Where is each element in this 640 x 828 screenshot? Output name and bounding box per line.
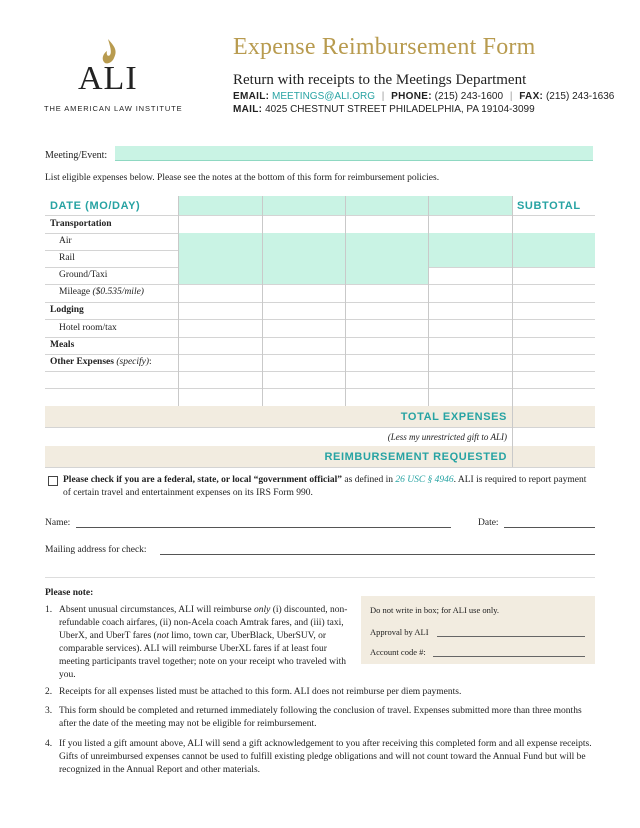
ali-use-only-box (361, 596, 595, 664)
meals-cell[interactable] (428, 337, 512, 354)
table-row (45, 233, 595, 251)
phone-label: PHONE: (391, 91, 432, 102)
table-row (45, 337, 595, 355)
table-row (45, 354, 595, 372)
other-subtotal[interactable] (512, 371, 595, 388)
mail-label: MAIL: (233, 104, 263, 115)
table-row (45, 284, 595, 303)
other-cell[interactable] (428, 371, 512, 388)
meals-cell[interactable] (262, 337, 345, 354)
phone-number: (215) 243-1600 (434, 91, 504, 102)
table-row (45, 250, 595, 268)
meals-subtotal[interactable] (512, 337, 595, 354)
ground-cell[interactable] (428, 267, 512, 284)
contact-line: EMAIL: MEETINGS@ALI.ORG | PHONE: (215) 243-1600 | FAX: (215) 243-1636 (233, 91, 615, 102)
date-cell[interactable] (345, 196, 428, 215)
rail-cell[interactable] (428, 250, 512, 267)
other-cell[interactable] (345, 388, 428, 406)
approval-label: Approval by ALI (370, 627, 429, 637)
rail-cell[interactable] (178, 250, 262, 267)
row-label-hotel: Hotel room/tax (59, 323, 117, 333)
other-specify: (specify) (116, 357, 150, 367)
form-title: Expense Reimbursement Form (233, 34, 536, 60)
ground-cell[interactable] (345, 267, 428, 284)
air-cell[interactable] (345, 233, 428, 250)
other-cell[interactable] (428, 388, 512, 406)
name-field[interactable] (76, 527, 451, 528)
hotel-cell[interactable] (345, 319, 428, 337)
email-link[interactable]: MEETINGS@ALI.ORG (272, 91, 375, 102)
mail-address: 4025 CHESTNUT STREET PHILADELPHIA, PA 19104-3099 (265, 104, 535, 115)
rail-subtotal[interactable] (512, 250, 595, 267)
air-cell[interactable] (262, 233, 345, 250)
mileage-cell[interactable] (262, 284, 345, 302)
email-label: EMAIL: (233, 91, 270, 102)
other-cell[interactable] (262, 388, 345, 406)
fax-number: (215) 243-1636 (545, 91, 615, 102)
logo-mark: ALI (78, 60, 138, 97)
total-expenses-row (45, 406, 595, 428)
hotel-cell[interactable] (178, 319, 262, 337)
note-3: 3. This form should be completed and returned immediately following the conclusion of travel. Expenses submitted more than three months after the date of the meeting may not be eligible for reimbursement. (45, 706, 582, 729)
instructions-text: List eligible expenses below. Please see the notes at the bottom of this form for reimbursement policies. (45, 173, 440, 183)
form-subtitle: Return with receipts to the Meetings Department (233, 72, 527, 88)
approval-field (437, 636, 585, 637)
rail-cell[interactable] (262, 250, 345, 267)
meals-cell[interactable] (345, 337, 428, 354)
table-header-row (45, 196, 595, 216)
subtotal-header: SUBTOTAL (517, 200, 581, 212)
table-row (45, 319, 595, 338)
mailing-address-field[interactable] (160, 554, 595, 555)
mileage-cell[interactable] (428, 284, 512, 302)
rail-cell[interactable] (345, 250, 428, 267)
reimbursement-requested-row (45, 446, 595, 468)
mileage-rate: ($0.535/mile) (92, 287, 144, 297)
ground-cell[interactable] (262, 267, 345, 284)
air-cell[interactable] (428, 233, 512, 250)
note-1: 1. Absent unusual circumstances, ALI will reimburse only (i) discounted, non-refundable coach airfares, (ii) non-Acela coach Amtrak fares, and (iii) taxi, UberX, and UberT fares (not limo, town car, UberBlack, UberSUV, or comparable services). ALI will reimburse UberXL fares if at least four meeting participants travel together; note on your receipt who traveled with you. (45, 605, 348, 680)
air-subtotal[interactable] (512, 233, 595, 250)
hotel-cell[interactable] (428, 319, 512, 337)
less-gift-label: (Less my unrestricted gift to ALI) (387, 432, 507, 442)
table-row (45, 267, 595, 285)
air-cell[interactable] (178, 233, 262, 250)
table-row (45, 302, 595, 320)
mileage-cell[interactable] (345, 284, 428, 302)
other-cell[interactable] (178, 388, 262, 406)
row-label-lodging: Lodging (50, 305, 84, 315)
other-cell[interactable] (345, 371, 428, 388)
row-label-meals: Meals (50, 340, 75, 350)
government-official-text: Please check if you are a federal, state, or local “government official” as defined in 26 USC § 4946. ALI is required to report payment of certain travel and entertainment expenses on its IRS Form 990. (63, 475, 587, 498)
other-cell[interactable] (428, 354, 512, 371)
row-label-air: Air (59, 236, 72, 246)
row-label-other: Other Expenses (specify): (50, 357, 152, 367)
divider (45, 577, 595, 578)
mileage-cell[interactable] (178, 284, 262, 302)
other-subtotal[interactable] (512, 354, 595, 371)
notes-heading: Please note: (45, 588, 94, 598)
date-field[interactable] (504, 527, 595, 528)
fax-label: FAX: (519, 91, 544, 102)
less-gift-row (45, 427, 595, 447)
date-cell[interactable] (178, 196, 262, 215)
date-cell[interactable] (262, 196, 345, 215)
ground-cell[interactable] (178, 267, 262, 284)
row-label-rail: Rail (59, 253, 75, 263)
meeting-label: Meeting/Event: (45, 150, 108, 161)
other-cell[interactable] (262, 354, 345, 371)
hotel-subtotal[interactable] (512, 319, 595, 337)
usc-link[interactable]: 26 USC § 4946 (395, 475, 454, 485)
row-label-transportation: Transportation (50, 219, 112, 229)
office-notice: Do not write in box; for ALI use only. (370, 605, 500, 615)
table-row (45, 371, 595, 389)
hotel-cell[interactable] (262, 319, 345, 337)
date-header: DATE (MO/DAY) (50, 200, 141, 212)
organization-name: THE AMERICAN LAW INSTITUTE (44, 104, 183, 113)
note-2: 2. Receipts for all expenses listed must be attached to this form. ALI does not reimburse per diem payments. (45, 687, 462, 697)
ali-logo (40, 38, 183, 118)
account-code-label: Account code #: (370, 647, 426, 657)
other-cell[interactable] (178, 371, 262, 388)
other-subtotal[interactable] (512, 388, 595, 406)
total-expenses-field[interactable] (512, 406, 595, 427)
mileage-subtotal[interactable] (512, 284, 595, 302)
government-official-checkbox[interactable] (48, 476, 58, 486)
date-label: Date: (478, 518, 499, 528)
reimbursement-requested-label: REIMBURSEMENT REQUESTED (324, 451, 507, 463)
meeting-event-field[interactable] (115, 146, 593, 161)
note-4: 4. If you listed a gift amount above, ALI will send a gift acknowledgement to you after receiving this completed form and all expense receipts. Gifts of unreimbursed expenses cannot be used to fulfill existing pledge obligations and will not count toward the Annual Fund but will be recognized in the Annual Report and other materials. (45, 739, 592, 775)
row-label-ground-taxi: Ground/Taxi (59, 270, 108, 280)
ground-subtotal[interactable] (512, 267, 595, 284)
other-cell[interactable] (345, 354, 428, 371)
reimbursement-requested-field[interactable] (512, 446, 595, 467)
date-cell[interactable] (428, 196, 512, 215)
gift-amount-field[interactable] (512, 427, 595, 446)
account-code-field (433, 656, 585, 657)
other-cell[interactable] (262, 371, 345, 388)
table-row (45, 388, 595, 407)
table-row (45, 215, 595, 234)
name-label: Name: (45, 518, 71, 528)
other-cell[interactable] (178, 354, 262, 371)
total-expenses-label: TOTAL EXPENSES (400, 411, 507, 423)
meals-cell[interactable] (178, 337, 262, 354)
mail-line (233, 104, 535, 115)
mailing-address-label: Mailing address for check: (45, 545, 147, 555)
row-label-mileage: Mileage ($0.535/mile) (59, 287, 144, 297)
